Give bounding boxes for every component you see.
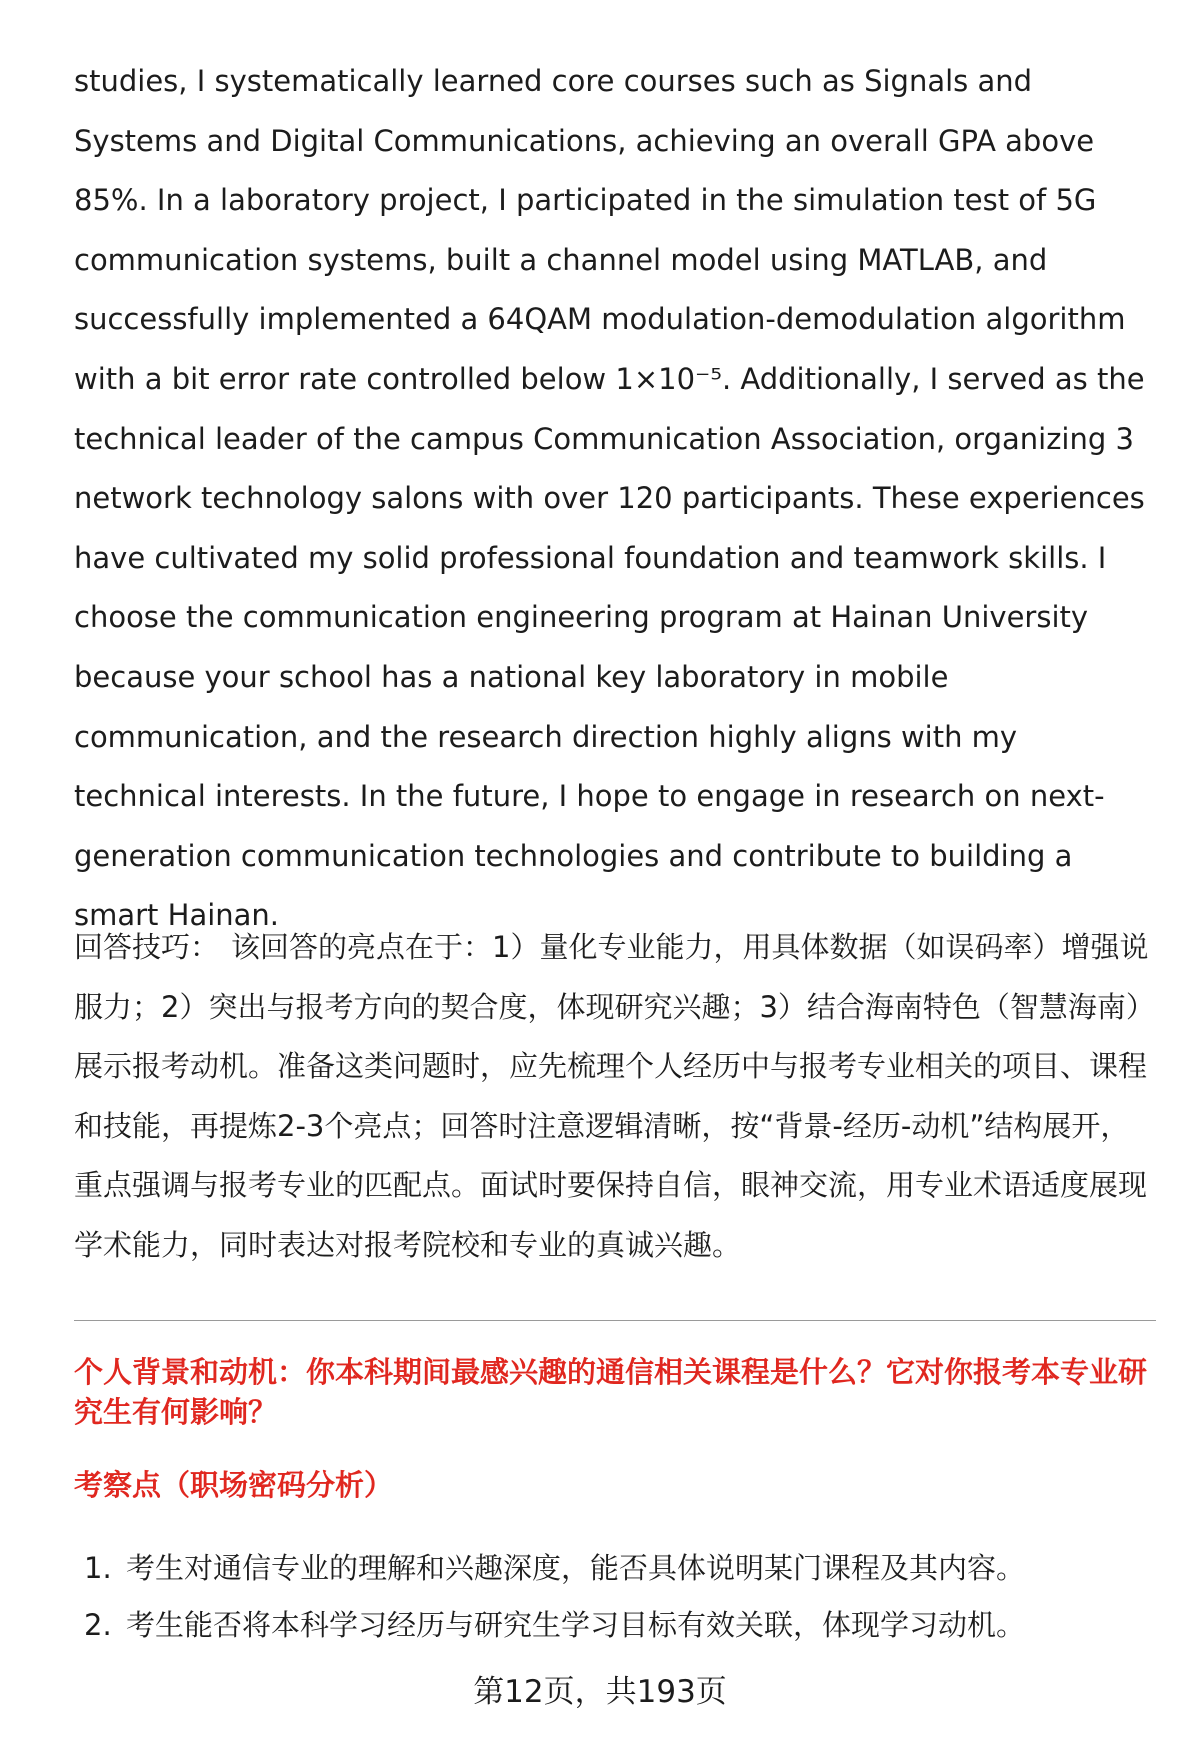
focus-points-heading: 考察点（职场密码分析） <box>74 1468 394 1502</box>
answer-tip-paragraph <box>74 918 1154 1275</box>
interview-question: 个人背景和动机：你本科期间最感兴趣的通信相关课程是什么？它对你报考本专业研究生有何影响？ <box>74 1355 1148 1429</box>
list-item-text: 考生对通信专业的理解和兴趣深度，能否具体说明某门课程及其内容。 <box>126 1551 1026 1585</box>
list-item-number: 1. <box>84 1551 112 1585</box>
answer-paragraph: studies, I systematically learned core courses such as Signals and Systems and Digital Communications, achieving an overall GPA above 85%. In a laboratory project, I participated in the simulation test of 5G communication systems, built a channel model using MATLAB, and successfully implemented a 64QAM modulation-demodulation algorithm with a bit error rate controlled below 1×10⁻⁵. Additionally, I served as the technical leader of the campus Communication Association, organizing 3 network technology salons with over 120 participants. These experiences have cultivated my solid professional foundation and teamwork skills. I choose the communication engineering program at Hainan University because your school has a national key laboratory in mobile communication, and the research direction highly aligns with my technical interests. In the future, I hope to engage in research on next-generation communication technologies and contribute to building a smart Hainan. <box>74 64 1145 933</box>
list-item <box>84 1540 1144 1597</box>
section-divider <box>74 1320 1156 1321</box>
page-number-footer: 第12页，共193页 <box>473 1674 727 1710</box>
focus-points-list <box>84 1540 1144 1654</box>
list-item-text: 考生能否将本科学习经历与研究生学习目标有效关联，体现学习动机。 <box>126 1608 1026 1642</box>
list-item <box>84 1597 1144 1654</box>
list-item-number: 2. <box>84 1608 112 1642</box>
tip-label: 回答技巧： <box>74 930 220 964</box>
tip-text: 该回答的亮点在于：1）量化专业能力，用具体数据（如误码率）增强说服力；2）突出与报考方向的契合度，体现研究兴趣；3）结合海南特色（智慧海南）展示报考动机。准备这类问题时，应先梳理个人经历中与报考专业相关的项目、课程和技能，再提炼2-3个亮点；回答时注意逻辑清晰，按“背景-经历-动机”结构展开，重点强调与报考专业的匹配点。面试时要保持自信，眼神交流，用专业术语适度展现学术能力，同时表达对报考院校和专业的真诚兴趣。 <box>74 930 1149 1262</box>
